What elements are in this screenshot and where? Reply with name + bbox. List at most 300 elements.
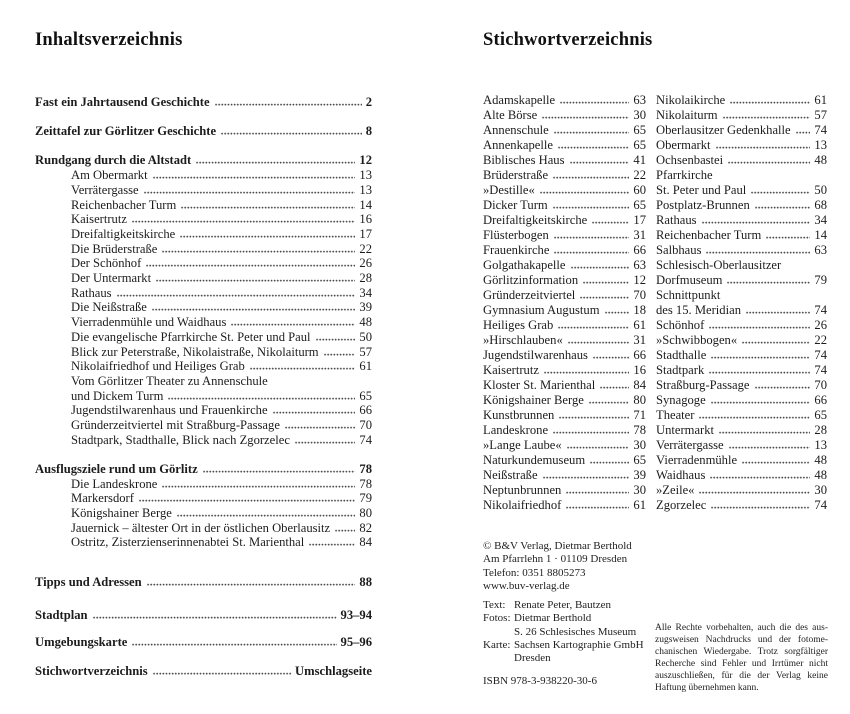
index-entry — [656, 213, 827, 228]
index-entry — [483, 213, 646, 228]
index-entry — [656, 498, 827, 513]
entry-label: des 15. Meridian — [656, 303, 741, 317]
entry-label: Adamskapelle — [483, 93, 556, 107]
dot-leader — [324, 353, 356, 356]
index-entry — [483, 108, 646, 123]
entry-label: Neptunbrunnen — [483, 483, 562, 497]
entry-page-number: 30 — [633, 108, 646, 122]
entry-label: Annenschule — [483, 123, 549, 137]
entry-label: Schlesisch-Oberlausitzer — [656, 258, 782, 272]
dot-leader — [295, 441, 355, 444]
entry-label: »Destille« — [483, 183, 535, 197]
entry-label: Kaisertrutz — [483, 363, 539, 377]
toc-entry — [35, 124, 372, 139]
entry-page-number: 74 — [814, 123, 827, 137]
index-entry — [483, 348, 646, 363]
dot-leader — [710, 476, 810, 479]
entry-page-number: 50 — [359, 329, 372, 344]
entry-page-number: 80 — [359, 506, 372, 521]
entry-page-number: 79 — [814, 273, 827, 287]
index-page-title: Stichwortverzeichnis — [483, 30, 653, 50]
entry-label: Neißstraße — [483, 468, 538, 482]
dot-leader — [162, 250, 355, 253]
entry-page-number: 16 — [633, 363, 646, 377]
index-entry — [656, 348, 827, 363]
entry-page-number: 16 — [359, 212, 372, 227]
index-entry — [656, 303, 827, 318]
publisher-line: Am Pfarrlehn 1 · 01109 Dresden — [483, 553, 628, 566]
dot-leader — [147, 583, 356, 586]
credit-label: Karte: — [483, 639, 511, 652]
dot-leader — [139, 499, 355, 502]
entry-label: Gründerzeitviertel mit Straßburg-Passage — [71, 418, 280, 433]
index-entry — [656, 438, 827, 453]
dot-leader — [553, 206, 630, 209]
dot-leader — [590, 461, 629, 464]
index-entry — [483, 153, 646, 168]
index-entry — [656, 153, 827, 168]
index-entry — [656, 198, 827, 213]
dot-leader — [719, 431, 810, 434]
toc-entry — [35, 183, 372, 198]
entry-label: Golgathakapelle — [483, 258, 566, 272]
index-entry — [656, 453, 827, 468]
credit-label — [483, 626, 514, 639]
entry-label: Ausflugsziele rund um Görlitz — [35, 461, 198, 476]
toc-entry — [35, 635, 372, 650]
index-entry — [483, 198, 646, 213]
index-entry — [483, 228, 646, 243]
entry-label: Obermarkt — [656, 138, 711, 152]
dot-leader — [558, 146, 629, 149]
entry-label: Reichenbacher Turm — [656, 228, 762, 242]
entry-label: Königshainer Berge — [483, 393, 584, 407]
entry-label: Dicker Turm — [483, 198, 548, 212]
entry-page-number: 28 — [814, 423, 827, 437]
dot-leader — [742, 341, 810, 344]
entry-page-number: 65 — [633, 198, 646, 212]
dot-leader — [168, 397, 355, 400]
dot-leader — [153, 176, 356, 179]
entry-page-number: 8 — [365, 124, 372, 139]
entry-page-number: 79 — [359, 491, 372, 506]
entry-page-number: 57 — [814, 108, 827, 122]
entry-page-number: Umschlagseite — [295, 663, 372, 678]
entry-label: Schönhof — [656, 318, 705, 332]
entry-page-number: 30 — [814, 483, 827, 497]
entry-label: Frauenkirche — [483, 243, 550, 257]
index-entry — [656, 423, 827, 438]
toc-entry — [35, 418, 372, 433]
dot-leader — [554, 131, 630, 134]
dot-leader — [571, 266, 630, 269]
entry-label: Fast ein Jahrtausend Geschichte — [35, 95, 210, 109]
dot-leader — [592, 221, 629, 224]
toc-entry — [35, 227, 372, 242]
entry-page-number: 31 — [633, 333, 646, 347]
dot-leader — [162, 485, 355, 488]
index-columns — [483, 93, 827, 513]
entry-label: Annenkapelle — [483, 138, 553, 152]
dot-leader — [231, 323, 355, 326]
publisher-line: Telefon: 0351 8805273 — [483, 566, 586, 579]
entry-label: Die evangelische Pfarrkirche St. Peter und Paul — [71, 329, 311, 344]
entry-label: Rathaus — [656, 213, 697, 227]
entry-page-number: 84 — [633, 378, 646, 392]
index-entry — [656, 123, 827, 138]
entry-label: Ostritz, Zisterzienserinnenabtei St. Marienthal — [71, 535, 305, 550]
dot-leader — [730, 101, 810, 104]
dot-leader — [132, 220, 355, 223]
index-entry — [483, 468, 646, 483]
entry-label: Naturkundemuseum — [483, 453, 586, 467]
index-entry — [483, 123, 646, 138]
index-entry — [483, 333, 646, 348]
entry-page-number: 14 — [359, 197, 372, 212]
index-entry — [656, 378, 827, 393]
entry-page-number: 93–94 — [340, 607, 372, 622]
dot-leader — [542, 116, 629, 119]
entry-label: Salbhaus — [656, 243, 702, 257]
entry-page-number: 66 — [633, 348, 646, 362]
entry-page-number: 17 — [359, 226, 372, 241]
dot-leader — [309, 543, 355, 546]
entry-page-number: 74 — [814, 498, 827, 512]
entry-page-number: 22 — [633, 168, 646, 182]
dot-leader — [316, 338, 356, 341]
entry-label: Vom Görlitzer Theater zu Annenschule — [71, 373, 268, 388]
index-entry — [483, 273, 646, 288]
dot-leader — [117, 294, 356, 297]
entry-label: Blick zur Peterstraße, Nikolaistraße, Nikolaiturm — [71, 344, 319, 359]
dot-leader — [709, 326, 810, 329]
dot-leader — [250, 367, 356, 370]
dot-leader — [144, 191, 356, 194]
toc-entry — [35, 153, 372, 168]
rights-line: zugsweisen Nachdrucks und der fotome- — [655, 634, 828, 645]
entry-label: Straßburg-Passage — [656, 378, 750, 392]
dot-leader — [711, 401, 811, 404]
toc-entry — [35, 608, 372, 623]
index-entry — [656, 93, 827, 108]
entry-label: Pfarrkirche — [656, 168, 713, 182]
credit-value: Renate Peter, Bautzen — [514, 599, 611, 612]
index-entry — [656, 168, 827, 183]
entry-page-number: 48 — [814, 468, 827, 482]
entry-label: Oberlausitzer Gedenkhalle — [656, 123, 791, 137]
dot-leader — [706, 251, 810, 254]
toc-entry — [35, 462, 372, 477]
entry-page-number: 68 — [814, 198, 827, 212]
toc-entry — [35, 535, 372, 550]
entry-page-number: 84 — [359, 535, 372, 550]
dot-leader — [558, 326, 629, 329]
entry-label: Markersdorf — [71, 491, 134, 506]
entry-page-number: 31 — [633, 228, 646, 242]
credit-value: Dresden — [514, 652, 551, 665]
dot-leader — [196, 161, 355, 164]
entry-page-number: 63 — [633, 93, 646, 107]
entry-label: Jugendstilwarenhaus und Frauenkirche — [71, 403, 268, 418]
entry-label: Nikolaikirche — [656, 93, 726, 107]
entry-page-number: 34 — [814, 213, 827, 227]
dot-leader — [180, 235, 355, 238]
dot-leader — [702, 221, 811, 224]
dot-leader — [543, 476, 630, 479]
dot-leader — [93, 616, 337, 619]
index-entry — [483, 423, 646, 438]
index-entry — [656, 243, 827, 258]
toc-entry — [35, 242, 372, 257]
entry-page-number: 50 — [814, 183, 827, 197]
entry-page-number: 22 — [814, 333, 827, 347]
publisher-address — [483, 540, 827, 593]
entry-page-number: 78 — [359, 476, 372, 491]
entry-label: Verrätergasse — [71, 182, 139, 197]
dot-leader — [766, 236, 810, 239]
entry-page-number: 63 — [633, 258, 646, 272]
index-entry — [483, 258, 646, 273]
entry-page-number: 70 — [633, 288, 646, 302]
toc-entry — [35, 575, 372, 590]
toc-entry — [35, 286, 372, 301]
toc-entry — [35, 315, 372, 330]
entry-label: Alte Börse — [483, 108, 538, 122]
entry-label: Rathaus — [71, 285, 112, 300]
dot-leader — [203, 470, 356, 473]
entry-label: Ochsenbastei — [656, 153, 724, 167]
toc-entry — [35, 433, 372, 448]
entry-page-number: 39 — [359, 300, 372, 315]
entry-page-number: 66 — [633, 243, 646, 257]
index-entry — [483, 138, 646, 153]
index-entry — [483, 303, 646, 318]
dot-leader — [589, 401, 630, 404]
entry-page-number: 74 — [814, 363, 827, 377]
dot-leader — [554, 251, 629, 254]
credit-value: S. 26 Schlesisches Museum — [514, 625, 637, 638]
entry-page-number: 82 — [359, 520, 372, 535]
entry-label: Kloster St. Marienthal — [483, 378, 596, 392]
toc-entry — [35, 389, 372, 404]
dot-leader — [553, 431, 629, 434]
index-entry — [483, 438, 646, 453]
entry-label: Rundgang durch die Altstadt — [35, 153, 192, 168]
index-entry — [483, 453, 646, 468]
toc-page-title: Inhaltsverzeichnis — [35, 30, 183, 50]
index-entry — [656, 318, 827, 333]
entry-label: Waidhaus — [656, 468, 706, 482]
toc-entry — [35, 256, 372, 271]
dot-leader — [560, 101, 629, 104]
dot-leader — [567, 446, 630, 449]
dot-leader — [221, 132, 362, 135]
toc-entry — [35, 212, 372, 227]
dot-leader — [755, 386, 811, 389]
dot-leader — [583, 281, 629, 284]
index-entry — [656, 333, 827, 348]
entry-page-number: 70 — [814, 378, 827, 392]
entry-label: »Schwibbogen« — [656, 333, 738, 347]
toc-entry — [35, 359, 372, 374]
dot-leader — [152, 308, 356, 311]
entry-label: Dreifaltigkeitskirche — [483, 213, 588, 227]
dot-leader — [285, 426, 356, 429]
entry-page-number: 30 — [633, 483, 646, 497]
rights-line: chanischen Wiedergabe. Trotz sorgfältiger — [655, 646, 828, 657]
entry-page-number: 13 — [814, 138, 827, 152]
entry-label: Der Untermarkt — [71, 271, 152, 286]
entry-page-number: 17 — [633, 213, 646, 227]
index-entry — [656, 258, 827, 273]
publisher-line: © B&V Verlag, Dietmar Berthold — [483, 540, 632, 552]
index-entry — [483, 318, 646, 333]
dot-leader — [570, 161, 630, 164]
entry-label: Reichenbacher Turm — [71, 197, 177, 212]
index-entry — [656, 468, 827, 483]
entry-label: Untermarkt — [656, 423, 715, 437]
dot-leader — [742, 461, 810, 464]
toc-entry — [35, 95, 372, 110]
toc-entry — [35, 198, 372, 213]
dot-leader — [727, 281, 810, 284]
toc-entry — [35, 491, 372, 506]
entry-label: Gründerzeitviertel — [483, 288, 576, 302]
entry-page-number: 34 — [359, 285, 372, 300]
entry-label: Kunstbrunnen — [483, 408, 555, 422]
entry-page-number: 74 — [814, 303, 827, 317]
dot-leader — [699, 416, 810, 419]
entry-label: Umgebungskarte — [35, 634, 128, 649]
entry-label: Stichwortverzeichnis — [35, 663, 148, 678]
entry-label: Tipps und Adressen — [35, 575, 142, 590]
entry-label: Der Schönhof — [71, 256, 142, 271]
index-entry — [656, 288, 827, 303]
isbn-line: ISBN 978-3-938220-30-6 — [483, 674, 597, 687]
entry-label: Landeskrone — [483, 423, 549, 437]
dot-leader — [181, 206, 355, 209]
entry-page-number: 65 — [359, 388, 372, 403]
index-entry — [656, 273, 827, 288]
entry-page-number: 30 — [633, 438, 646, 452]
entry-page-number: 13 — [359, 168, 372, 183]
credit-row — [483, 599, 827, 612]
publisher-line: www.buv-verlag.de — [483, 579, 570, 592]
entry-label: Nikolaifriedhof und Heiliges Grab — [71, 359, 245, 374]
entry-label: Vierradenmühle und Waidhaus — [71, 315, 227, 330]
entry-label: Stadthalle — [656, 348, 707, 362]
entry-page-number: 48 — [814, 153, 827, 167]
index-entry — [656, 483, 827, 498]
entry-page-number: 61 — [359, 359, 372, 374]
dot-leader — [605, 311, 630, 314]
index-entry — [656, 363, 827, 378]
entry-page-number: 63 — [814, 243, 827, 257]
index-entry — [483, 93, 646, 108]
entry-label: Stadtplan — [35, 607, 88, 622]
dot-leader — [553, 176, 629, 179]
entry-page-number: 26 — [359, 256, 372, 271]
entry-page-number: 78 — [359, 461, 372, 476]
dot-leader — [132, 643, 336, 646]
credit-value: Sachsen Kartographie GmbH — [514, 639, 644, 652]
entry-page-number: 66 — [814, 393, 827, 407]
entry-page-number: 65 — [633, 453, 646, 467]
index-entry — [483, 168, 646, 183]
dot-leader — [156, 279, 355, 282]
index-entry — [483, 363, 646, 378]
entry-label: Dreifaltigkeitskirche — [71, 226, 176, 241]
index-entry — [656, 108, 827, 123]
toc-entry — [35, 330, 372, 345]
credit-label: Fotos: — [483, 612, 511, 625]
entry-label: Schnittpunkt — [656, 288, 721, 302]
entry-label: »Zeile« — [656, 483, 695, 497]
dot-leader — [711, 356, 810, 359]
entry-page-number: 65 — [814, 408, 827, 422]
entry-page-number: 39 — [633, 468, 646, 482]
dot-leader — [716, 146, 811, 149]
entry-label: Zgorzelec — [656, 498, 707, 512]
index-entry — [656, 138, 827, 153]
entry-page-number: 14 — [814, 228, 827, 242]
rights-line: Haftung übernehmen kann. — [655, 682, 759, 693]
entry-page-number: 74 — [359, 432, 372, 447]
toc-list — [35, 95, 372, 679]
dot-leader — [593, 356, 629, 359]
entry-page-number: 22 — [359, 241, 372, 256]
entry-page-number: 65 — [633, 123, 646, 137]
index-entry — [483, 483, 646, 498]
entry-page-number: 60 — [633, 183, 646, 197]
index-column-1 — [483, 93, 646, 513]
index-entry — [483, 243, 646, 258]
entry-page-number: 13 — [814, 438, 827, 452]
dot-leader — [146, 264, 355, 267]
toc-entry — [35, 506, 372, 521]
dot-leader — [153, 672, 291, 675]
dot-leader — [755, 206, 811, 209]
entry-label: Stadtpark, Stadthalle, Blick nach Zgorzelec — [71, 432, 290, 447]
index-entry — [483, 183, 646, 198]
entry-label: Vierradenmühle — [656, 453, 738, 467]
toc-entry — [35, 374, 372, 389]
entry-label: Verrätergasse — [656, 438, 724, 452]
entry-label: Flüsterbogen — [483, 228, 549, 242]
dot-leader — [709, 371, 810, 374]
index-entry — [656, 228, 827, 243]
index-entry — [656, 408, 827, 423]
toc-entry — [35, 271, 372, 286]
credit-label — [483, 652, 514, 665]
rights-line: Alle Rechte vorbehalten, auch die des aus- — [655, 623, 828, 633]
dot-leader — [554, 236, 630, 239]
dot-leader — [711, 506, 810, 509]
toc-entry — [35, 664, 372, 679]
index-entry — [656, 393, 827, 408]
toc-page — [35, 30, 372, 679]
dot-leader — [580, 296, 629, 299]
dot-leader — [273, 411, 356, 414]
index-entry — [483, 378, 646, 393]
toc-entry — [35, 300, 372, 315]
entry-label: und Dickem Turm — [71, 388, 164, 403]
dot-leader — [568, 341, 630, 344]
entry-label: Die Brüderstraße — [71, 241, 158, 256]
index-entry — [483, 393, 646, 408]
entry-page-number: 61 — [633, 318, 646, 332]
entry-label: Gymnasium Augustum — [483, 303, 600, 317]
